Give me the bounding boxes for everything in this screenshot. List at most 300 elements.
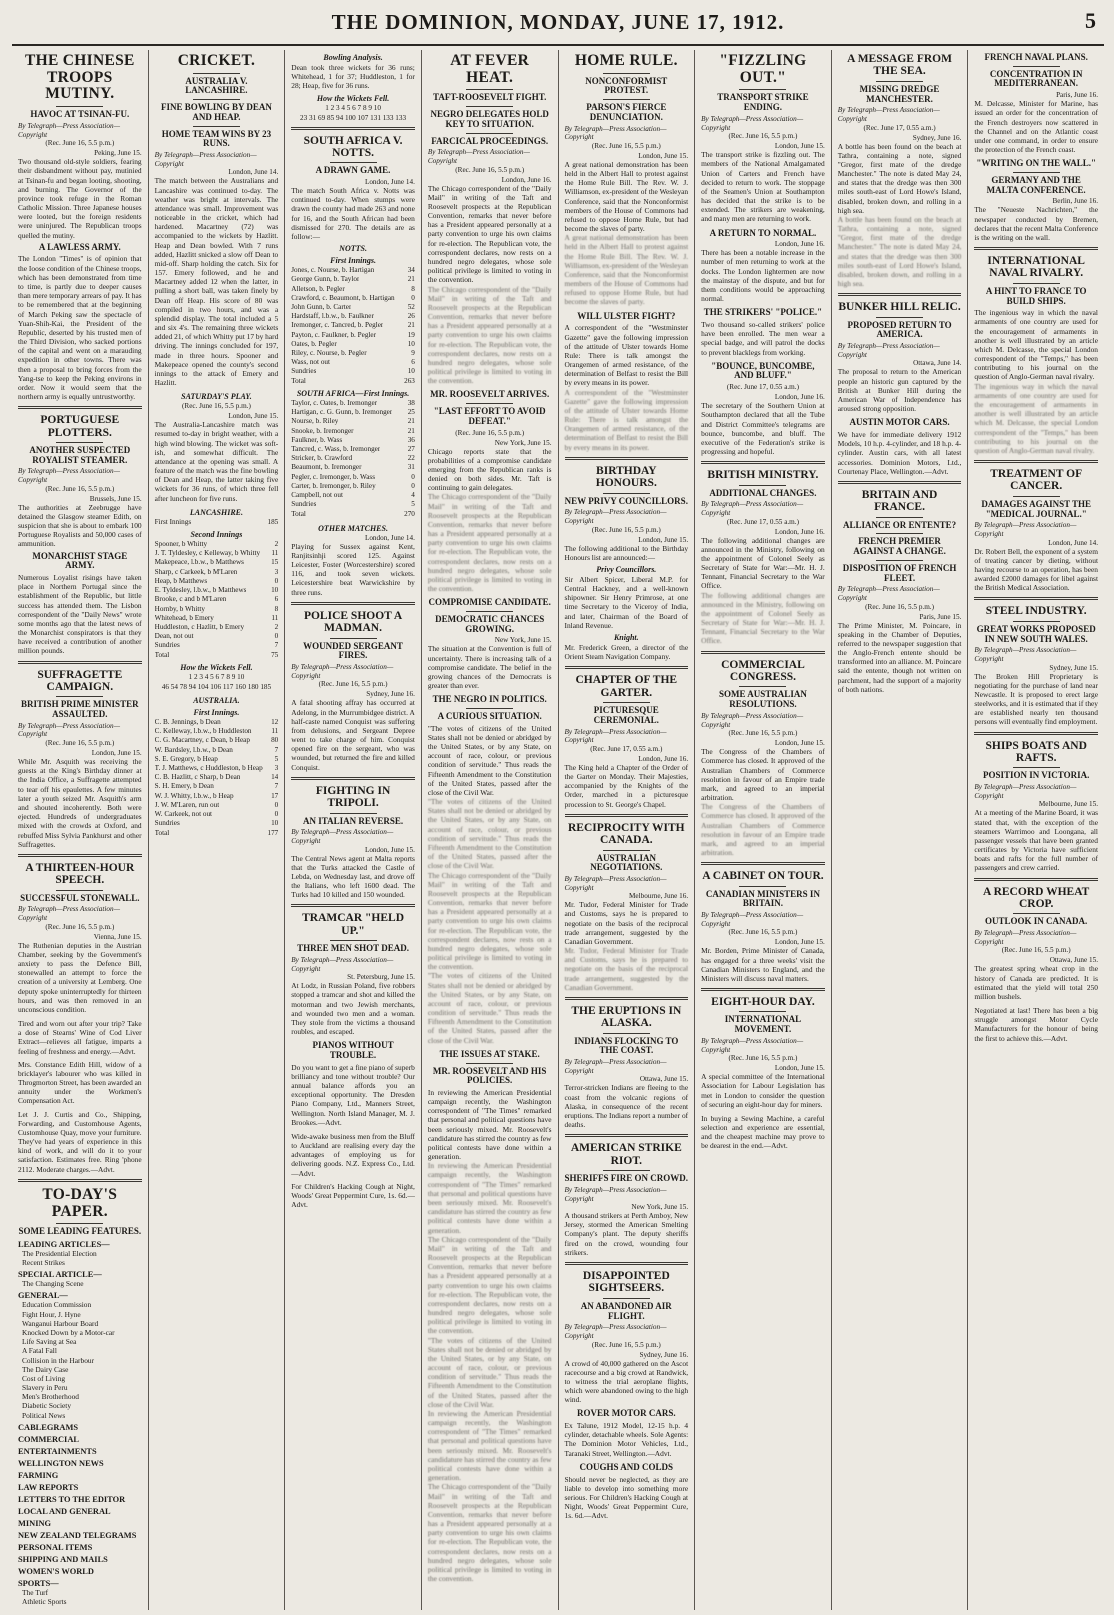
headline: CRICKET.	[177, 52, 256, 69]
body-filler: A great national demonstration has been held in the Albert Hall to protest against the Home Rule Bill. The Rev. W. J. Williamson, ex-president of the Wesleyan Conference, said that the Nonconformist members of the House of Commons had refused to oppose Home Rule, but had become the slaves of party.	[564, 233, 689, 307]
innings-label: First Innings.	[330, 256, 376, 266]
batsman: Hartigan, c. G. Gunn, b. Iremonger	[291, 408, 393, 417]
credit: By Telegraph—Press Association—Copyright	[564, 1058, 667, 1075]
index-section: SHIPPING AND MAILS	[18, 1554, 108, 1564]
index-item: Education Commission	[22, 1300, 92, 1310]
runs: 11	[271, 613, 279, 622]
subhead: A DRAWN GAME.	[315, 165, 391, 176]
index-section: PERSONAL ITEMS	[18, 1542, 93, 1552]
body: The following additional changes are announced in the Ministry, following on the appointment of Colonel Seely as Secretary of State for War:—Mr. H. J. Tennant, Financial Secretary to the War Office.	[701, 535, 825, 591]
score-row	[291, 321, 415, 330]
credit: By Telegraph—Press Association—Copyright	[701, 1036, 804, 1054]
score-row	[291, 266, 415, 275]
score-row	[155, 632, 279, 641]
received: (Rec. June 16, 5.5 p.m.)	[1001, 946, 1071, 955]
article-garter	[565, 674, 689, 808]
dateline: New York, June 15.	[631, 1203, 689, 1212]
subhead: ANOTHER SUSPECTED ROYALIST STEAMER.	[29, 445, 131, 465]
body-3: Mr. Frederick Green, a director of the Orient Steam Navigation Company.	[564, 642, 689, 662]
received: (Rec. June 16, 5.5 p.m.)	[591, 1340, 661, 1349]
article-steel-industry	[974, 605, 1098, 726]
dateline: Ottawa, June 15.	[1049, 956, 1098, 965]
runs: 0	[274, 576, 279, 585]
batsman: T. J. Matthews, c Huddleston, b Heap	[154, 763, 263, 772]
credit: By Telegraph—Press Association—Copyright	[974, 783, 1077, 800]
score-row	[291, 473, 415, 482]
subhead: TAFT-ROOSEVELT FIGHT.	[433, 92, 547, 103]
batsman: Iremonger, c. Tancred, b. Pegler	[291, 321, 384, 330]
subhead-2: MR. ROOSEVELT AND HIS POLICIES.	[432, 1065, 547, 1086]
runs: 3	[274, 763, 279, 772]
subhead-2: A LAWLESS ARMY.	[38, 241, 121, 252]
body-filler-3: "The votes of citizens of the United States shall not be denied or abridged by the United States, or by any State, on account of race, colour, or previous condition of servitude." Thus reads the Fifteenth Amendment to the Constitution of the United States, passed after the close of the Civil War.	[427, 971, 552, 1045]
score-row	[291, 427, 415, 436]
column-3	[285, 50, 422, 1610]
received: (Rec. June 16, 5.5 p.m.)	[45, 484, 115, 493]
article-roosevelt-arrives	[428, 390, 552, 593]
score-row	[291, 417, 415, 426]
body-filler: "The votes of citizens of the United States shall not be denied or abridged by the United States, or by any State, on account of race, colour, or previous condition of servitude." Thus reads the Fifteenth Amendment to the Constitution of the United States, passed after the close of the Civil War.	[427, 797, 552, 871]
received: (Rec. June 16, 5.5 p.m.)	[591, 141, 661, 150]
body: A correspondent of the "Westminster Gazette" gave the following impression of the attitude of Ulster towards Home Rule: There is talk amongst the Orangemen of armed resistance, of the determination of Belfast to resist the Bill by every means in its power.	[564, 323, 689, 388]
batsman: S. E. Gregory, b Heap	[154, 754, 218, 763]
credit: By Telegraph—Press Association—Copyright	[564, 1323, 667, 1340]
batsman: Beaumont, b. Iremonger	[291, 463, 362, 472]
advert-coughs	[565, 1463, 689, 1521]
column-4	[422, 50, 559, 1610]
column-1	[12, 50, 149, 1610]
article-writing-on-wall	[974, 159, 1098, 242]
batsman: Hornby, b Whitty	[154, 604, 205, 613]
scorecard-lancashire	[155, 508, 279, 691]
dateline: London, June 14.	[228, 168, 279, 177]
score-row	[155, 568, 279, 577]
index-item: A Fatal Fall	[22, 1346, 57, 1356]
subhead: OTHER MATCHES.	[318, 523, 388, 533]
dateline: London, June 15.	[774, 1064, 825, 1073]
headline: A THIRTEEN-HOUR SPEECH.	[25, 861, 135, 887]
score-row	[291, 436, 415, 445]
body-filler: The ingenious way in which the naval armaments of one country are used for the encouragement of armaments in another is well illustrated by an article which M. Delcasse, the special London correspondent of the "Temps," has been contributing to his journal on the question of Anglo-German naval rivalry.	[974, 381, 1098, 455]
received: (Rec. June 17, 0.55 a.m.)	[726, 383, 799, 392]
credit: By Telegraph—Press Association—Copyright	[837, 585, 940, 602]
credit: By Telegraph—Press Association—Copyright	[564, 1185, 667, 1203]
article-strike-riot	[565, 1142, 689, 1257]
index-item: Slavery in Peru	[22, 1383, 68, 1393]
runs: 75	[271, 650, 279, 659]
runs: 31	[407, 463, 415, 472]
headline: EIGHT-HOUR DAY.	[711, 996, 815, 1009]
batsman: Sharp, c Carkeek, b M'Laren	[154, 567, 238, 576]
batsman: Heap, b Matthews	[154, 576, 208, 585]
index-section: LEADING ARTICLES—	[18, 1239, 110, 1249]
subhead: TRANSPORT STRIKE ENDING.	[717, 92, 809, 113]
score-row	[291, 331, 415, 340]
score-row	[291, 463, 415, 472]
headline: SHIPS BOATS AND RAFTS.	[985, 739, 1087, 764]
advert-rover	[565, 1409, 689, 1457]
score-row	[155, 792, 279, 801]
advert-sewing-machine: In buying a Sewing Machine, a careful selection and experience are essential, and the cheapest machine may prove to be dearest in the end.—Advt.	[701, 1113, 825, 1151]
dateline: Sydney, June 15.	[1049, 663, 1098, 672]
runs: 0	[411, 293, 415, 302]
subhead: WOUNDED SERGEANT FIRES.	[303, 640, 403, 661]
runs: 7	[274, 745, 279, 754]
body: The Broken Hill Proprietary is negotiating for the purchase of land near Newcastle. It is proposed to erect large steelworks, and it is estimated that if they are established nearly ten thousand persons will eventually find employment.	[974, 671, 1098, 727]
article-wheat-crop	[974, 886, 1098, 1002]
subhead: CANADIAN MINISTERS IN BRITAIN.	[705, 888, 820, 909]
runs: 3	[274, 567, 279, 576]
dateline: London, June 15.	[228, 412, 279, 421]
batsman: Carter, b. Iremonger, b. Riley	[291, 481, 376, 490]
subhead-3: HOME TEAM WINS BY 23 RUNS.	[161, 128, 272, 149]
page-number: 5	[1085, 8, 1096, 33]
batsman: W. Bardsley, l.b.w., b Dean	[154, 745, 233, 754]
index-item: Wanganui Harbour Board	[22, 1318, 99, 1328]
credit: By Telegraph—Press Association—Copyright	[974, 929, 1077, 946]
subhead: BRITISH PRIME MINISTER ASSAULTED.	[21, 699, 139, 720]
runs: 2	[274, 623, 279, 632]
credit: By Telegraph—Press Association—Copyright	[427, 148, 530, 165]
score-row	[291, 294, 415, 303]
score-row	[155, 801, 279, 810]
subhead: NONCONFORMIST PROTEST.	[585, 75, 668, 96]
headline: TRAMCAR "HELD UP."	[302, 912, 405, 937]
headline: AUSTIN MOTOR CARS.	[849, 417, 950, 428]
received: (Rec. June 17, 0.55 a.m.)	[590, 744, 663, 753]
body-2: Numerous Loyalist risings have taken place in Northern Portugal since the establishment of the Republic, but little success has attended them. The Lisbon correspondent of the "Daily News" wrote some months ago that the latest news of the Monarchist conspirators is that they have received a contribution of another million pounds.	[18, 573, 142, 656]
body: The transport strike is fizzling out. The members of the National Amalgamated Union of Carters and French have decided to return to work. The stoppage of the Seamen's Union at Southampton has decided that the strike is to be extended. The strikers are weakening, and many men are returning to work.	[701, 150, 825, 224]
body-filler: A bottle has been found on the beach at Tathra, containing a note, signed "Gregor, first mate of the dredge Manchester." The note is dated May 24, and states that the dredge was then 300 miles south-east of Lord Howe's Island, disabled, broken down, and rolling in a high sea.	[837, 214, 962, 289]
score-row	[291, 358, 415, 367]
subhead: SHERIFFS FIRE ON CROWD.	[564, 1173, 689, 1184]
headline: ROVER MOTOR CARS.	[577, 1408, 676, 1419]
article-tramcar	[291, 912, 415, 1036]
dateline: London, June 15.	[774, 142, 825, 151]
article-tripoli	[291, 785, 415, 900]
runs: 9	[411, 349, 415, 358]
subhead: FRENCH NAVAL PLANS.	[984, 52, 1088, 62]
index-section: GENERAL—	[18, 1291, 68, 1301]
runs: 17	[271, 791, 279, 800]
body: Two thousand old-style soldiers, fearing their disbandment without pay, mutinied at Tsinan-fu and began looting, shooting, and burning. The Governor of the province took refuge in the Roman Catholic Mission. Three Japanese houses were looted, but the foreign residents were uninjured. The Republican troops quelled the mutiny.	[18, 157, 142, 240]
article-message-from-sea	[838, 53, 962, 288]
article-reciprocity	[565, 822, 689, 992]
dateline: London, June 14.	[1048, 538, 1098, 547]
received: (Rec. June 16, 5.5 p.m.)	[455, 428, 525, 437]
score-row	[291, 399, 415, 408]
index-item: The Dairy Case	[22, 1364, 69, 1374]
subhead: PROPOSED RETURN TO AMERICA.	[847, 319, 952, 340]
runs: 270	[404, 509, 415, 518]
credit: By Telegraph—Press Association—Copyright	[564, 727, 667, 745]
runs: 10	[407, 367, 415, 376]
dateline: Brussels, June 15.	[89, 494, 142, 503]
score-row	[155, 810, 279, 819]
index-item: Recent Strikes	[22, 1258, 65, 1268]
subhead: "BOUNCE, BUNCOMBE, AND BLUFF."	[711, 360, 815, 381]
credit: By Telegraph—Press Association—Copyright	[701, 114, 804, 132]
score-row	[291, 510, 415, 519]
received: (Rec. June 17, 0.55 a.m.)	[726, 517, 799, 526]
body: Playing for Sussex against Kent, Ranjitsinhji scored 125. Against Leicester, Foster (Worcestershire) scored 116, and took seven wickets. Leicestershire beat Warwickshire by three runs.	[291, 541, 415, 597]
received: (Rec. June 16, 5.5 p.m.)	[455, 165, 525, 174]
headline: THE ERUPTIONS IN ALASKA.	[571, 1004, 682, 1030]
batsman: S. H. Emery, b Dean	[154, 782, 214, 791]
runs: 8	[274, 604, 279, 613]
body: The match South Africa v. Notts was continued to-day. When stumps were drawn the county had made 263 and none for 16, and the South African had been dismissed for 270. The details are as follow:—	[291, 186, 415, 241]
score-row	[155, 605, 279, 614]
headline: AT FEVER HEAT.	[450, 52, 530, 86]
runs: 0	[274, 810, 279, 819]
score-row	[155, 641, 279, 650]
batsman: W. J. Whitty, l.b.w., b Heap	[154, 791, 234, 800]
index-item: The Turf	[22, 1587, 49, 1597]
fow-wickets: 1 2 3 4 5 6 7 8 9 10	[188, 672, 245, 681]
dateline: Peking, June 15.	[94, 149, 142, 158]
subhead: NEW PRIVY COUNCILLORS.	[564, 495, 688, 506]
body: A crowd of 40,000 gathered on the Ascot racecourse and a big crowd at Randwick, to witness the trial aeroplane flights, which were abandoned owing to the high wind.	[564, 1358, 689, 1405]
advert-austin	[838, 418, 962, 476]
body: Dean took three wickets for 36 runs; Whitehead, 1 for 37; Huddleston, 1 for 28; Heap, five for 36 runs.	[291, 63, 415, 91]
article-cancer	[974, 468, 1098, 592]
subhead-3: FARCICAL PROCEEDINGS.	[431, 135, 549, 146]
score-row	[291, 445, 415, 454]
dateline: London, June 15.	[638, 535, 689, 544]
subhead: LANCASHIRE.	[189, 507, 243, 517]
subhead-2: "LAST EFFORT TO AVOID DEFEAT."	[433, 406, 546, 426]
batsman: Hardstaff, l.b.w., b. Faulkner	[291, 312, 374, 321]
body: Should never be neglected, as they are liable to develop into something more serious. For Children's Hacking Cough at Night, Woods' Great Peppermint Cure, 1s. 6d.—Advt.	[564, 1474, 689, 1521]
credit: By Telegraph—Press Association—Copyright	[564, 124, 667, 142]
index-item: Life Saving at Sea	[22, 1337, 77, 1347]
subhead: COMPROMISE CANDIDATE.	[428, 597, 551, 608]
runs: 7	[274, 641, 279, 650]
runs: 38	[407, 398, 415, 407]
subhead-2: A CURIOUS SITUATION.	[437, 711, 542, 722]
batsman: C. Kelleway, l.b.w., b Huddleston	[154, 727, 252, 736]
received: (Rec. June 16, 5.5 p.m.)	[45, 922, 115, 931]
score-row	[291, 367, 415, 376]
score-row	[155, 614, 279, 623]
batsman: Dean, not out	[154, 632, 194, 641]
body: The Australia-Lancashire match was resumed to-day in bright weather, with a high wind blowing. The wicket was soft-ish, and somewhat difficult. The attendance at the opening was small. A feature of the match was the fine bowling of Dean and Heap, the latter taking five wickets for 36 runs, of which three fell after luncheon for five runs.	[154, 420, 279, 503]
score-list	[155, 540, 279, 660]
headline: BIRTHDAY HONOURS.	[595, 464, 657, 490]
subhead: AN ABANDONED AIR FLIGHT.	[580, 1300, 672, 1321]
runs: 263	[404, 376, 415, 385]
bowling-analysis	[291, 53, 415, 122]
headline: A CABINET ON TOUR.	[702, 870, 824, 883]
subhead: HAVOC AT TSINAN-FU.	[30, 109, 130, 120]
privy-label: Privy Councillors.	[596, 564, 657, 574]
headline: BUNKER HILL RELIC.	[838, 301, 961, 314]
headline: RECIPROCITY WITH CANADA.	[568, 821, 685, 847]
body: The King held a Chapter of the Order of the Garter on Monday. Their Majesties, accompanied by the Knights of the Order, marched in a picturesque procession to St. George's Chapel.	[564, 762, 689, 809]
body: The proposal to return to the American people an historic gun captured by the British at Bunker Hill during the American War of Independence has aroused strong opposition.	[837, 367, 962, 414]
score-row	[291, 349, 415, 358]
index-item: Knocked Down by a Motor-car	[22, 1328, 115, 1337]
batsman: Faulkner, b. Wass	[291, 435, 343, 444]
subhead: SATURDAY'S PLAY.	[181, 392, 252, 402]
body-2: The London "Times" is of opinion that the Ioose condition of the Chinese troops, which has been demonstrated from time to time, is partly due to deeper causes than mere temporary arrears of pay. It has to be remembered that at the beginning of March Peking saw the spectacle of Yuan-Shih-Kai, the President of the Republic, deserted by his trusted men of the Third Division, who sacked portions of the capital and went on a marauding expedition in other towns. There was then a proposal to bring forces from the Yang-tse to keep the Peking environs in order. Now it would seem that the northern army is equally untrustworthy.	[18, 254, 142, 402]
body-filler: The Congress of the Chambers of Commerce has closed. It approved of the Australian Chambers of Commerce resolution in favour of an Empire trade mark, and agreed to an imperial arbitration.	[701, 802, 825, 858]
dateline: London, June 16.	[774, 527, 825, 536]
headline: HOME RULE.	[574, 52, 678, 69]
article-bunker-hill	[838, 301, 962, 413]
credit: By Telegraph—Press Association—Copyright	[291, 828, 394, 845]
headline: THE CHINESE TROOPS MUTINY.	[24, 52, 135, 103]
scorecard-australia	[155, 696, 279, 838]
advert-pianos	[291, 1041, 415, 1127]
score-row	[155, 773, 279, 782]
index-item: The Presidential Election	[22, 1248, 97, 1258]
subhead: GREAT WORKS PROPOSED IN NEW SOUTH WALES.	[976, 623, 1096, 644]
dateline: Melbourne, June 15.	[1038, 800, 1098, 809]
runs: 21	[407, 426, 415, 435]
score-row	[155, 623, 279, 632]
batsman: Total	[154, 650, 170, 659]
headline: AMERICAN STRIKE RIOT.	[570, 1142, 682, 1167]
body: Dr. Robert Bell, the exponent of a system of treating cancer by dieting, without having recourse to an operation, has been awarded £2000 damages for libel against the British Medical Association.	[974, 546, 1098, 593]
index-item: Diabetic Society	[22, 1401, 72, 1411]
credit: By Telegraph—Press Association—Copyright	[701, 500, 804, 517]
credit: By Telegraph—Press Association—Copyright	[291, 663, 394, 680]
batsman: Pegler, c. Iremonger, b. Wass	[291, 472, 375, 481]
dateline: New York, June 15.	[494, 636, 552, 645]
score-row	[155, 746, 279, 755]
body-filler: The following additional changes are announced in the Ministry, following on the appointment of Colonel Seely as Secretary of State for War:—Mr. H. J. Tennant, Financial Secretary to the War Office.	[701, 590, 825, 646]
credit: By Telegraph—Press Association—Copyright	[701, 911, 804, 928]
score-row	[155, 540, 279, 549]
score-row	[155, 595, 279, 604]
knight-label: Knight.	[613, 632, 639, 642]
runs: 27	[407, 445, 415, 454]
body: A great national demonstration has been held in the Albert Hall to protest against the Home Rule Bill. The Rev. W. J. Williamson, ex-president of the Wesleyan Conference, said that the Nonconformist members of the House of Commons had refused to oppose Home Rule, but had become the slaves of party.	[564, 159, 689, 234]
batsman: J. T. Tyldesley, c Kelleway, b Whitty	[154, 549, 261, 558]
dateline: London, June 16.	[774, 240, 825, 249]
subhead-2: MONARCHIST STAGE ARMY.	[32, 550, 128, 571]
score-row	[155, 782, 279, 791]
subhead: AUSTRALIA V. LANCASHIRE.	[185, 75, 248, 96]
subhead: THE NEGRO IN POLITICS.	[432, 694, 547, 705]
batsman: Wass, not out	[291, 358, 331, 367]
article-south-africa-notts	[291, 135, 415, 519]
dateline: London, June 14.	[364, 533, 415, 542]
batsman: Alletson, b. Pegler	[291, 284, 345, 293]
columns	[12, 50, 1104, 1610]
body: Chicago reports state that the probabilities of a compromise candidate emerging from the Republican ranks is denied on both sides. Mr. Taft is continuing to gain delegates.	[427, 446, 552, 493]
received: (Rec. June 16, 5.5 p.m.)	[728, 132, 798, 141]
batsman: Sundries	[154, 641, 180, 650]
headline: POLICE SHOOT A MADMAN.	[303, 609, 403, 635]
runs: 7	[274, 782, 279, 791]
value: 185	[267, 517, 279, 526]
runs: 21	[407, 417, 415, 426]
article-cricket	[155, 53, 279, 387]
body: The Chicago correspondent of the "Daily Mail" in writing of the Taft and Roosevelt prospects at the Republican Convention, remarks that never before has a President appeared personally at a party convention to urge his own claims for re-election. The Republican vote, the correspondent declares, now rests on a hundred negro delegates, whose sole political privilege is limited to voting in the convention.	[427, 183, 552, 285]
score-list	[291, 266, 415, 386]
body-filler: The Chicago correspondent of the "Daily Mail" in writing of the Taft and Roosevelt prospects at the Republican Convention, remarks that never before has a President appeared personally at a party convention to urge his own claims for re-election. The Republican vote, the correspondent declares, now rests on a hundred negro delegates, whose sole political privilege is limited to voting in the convention.	[427, 284, 552, 386]
column-8	[968, 50, 1104, 1610]
batsman: Makepeace, l.b.w., b Matthews	[154, 558, 244, 567]
fow-wickets: 1 2 3 4 5 6 7 8 9 10	[325, 103, 381, 112]
received: (Rec. June 16, 5.5 p.m.)	[728, 928, 798, 937]
batsman: Spooner, b Whitty	[154, 540, 208, 549]
index-section: LOCAL AND GENERAL	[18, 1506, 111, 1516]
dateline: Melbourne, June 16.	[629, 892, 689, 901]
article-sightseers	[565, 1270, 689, 1404]
runs: 10	[407, 339, 415, 348]
subhead: INDIANS FLOCKING TO THE COAST.	[574, 1035, 679, 1056]
body-filler: Mr. Tudor, Federal Minister for Trade and Customs, says he is prepared to negotiate on the basis of the reciprocal trade arrangement, suggested by the Canadian Government.	[564, 946, 689, 992]
advert-motor-cycle: Negotiated at last! There has been a big struggle amongst Motor Cycle Manufacturers for the honour of being the first to achieve this.—Advt.	[974, 1006, 1098, 1043]
index-item: Men's Brotherhood	[22, 1392, 79, 1402]
body: The greatest spring wheat crop in the history of Canada are predicted. It is estimated that the yield will total 250 million bushels.	[974, 964, 1098, 1001]
body-filler-3: "The votes of citizens of the United States shall not be denied or abridged by the United States, or by any State, on account of race, colour, or previous condition of servitude." Thus reads the Fifteenth Amendment to the Constitution of the United States, passed after the close of the Civil War.	[427, 1335, 552, 1409]
subhead: ALLIANCE OR ENTENTE?	[843, 519, 957, 530]
score-row	[155, 727, 279, 736]
runs: 80	[271, 736, 279, 745]
headline: DISAPPOINTED SIGHTSEERS.	[582, 1270, 670, 1295]
credit: By Telegraph—Press Association—Copyright	[18, 721, 120, 739]
body: Do you want to get a fine piano of superb brilliancy and tone without trouble? Our annual balance affords you an exceptional opportunity. The Dresden Piano Company, Ltd., Manners Street, Wellington. North Island Manager, M. J. Brookes.—Advt.	[291, 1062, 415, 1127]
subhead: OUTLOOK IN CANADA.	[985, 916, 1088, 927]
dateline: London, June 15.	[364, 845, 415, 854]
runs: 25	[407, 408, 415, 417]
body-filler-2: The Chicago correspondent of the "Daily Mail" in writing of the Taft and Roosevelt prospects at the Republican Convention, remarks that never before has a President appeared personally at a party convention to urge his own claims for re-election. The Republican vote, the correspondent declares, now rests on a hundred negro delegates, whose sole political privilege is limited to voting in the convention.	[427, 870, 552, 972]
body: The "Neueste Nachrichten," the newspaper conducted by Bremen, declares that the recent Malta Conference is the writing on the wall.	[974, 205, 1098, 242]
body: Ex Talune, 1912 Model, 12-15 h.p. 4 cylinder, detachable wheels. Sole Agents: The Dominion Motor Vehicles, Ltd., Taranaki Street, Wellington.—Advt.	[564, 1421, 689, 1458]
batsman: Stricker, b. Crawford	[291, 454, 353, 463]
body: Two thousand so-called strikers' police have been enrolled. The men wear a special badge, and will patrol the docks to prevent blacklegs from working.	[701, 320, 825, 357]
runs: 5	[274, 754, 279, 763]
score-row	[291, 285, 415, 294]
batsman: Huddleston, c Hazlitt, b Emery	[154, 623, 245, 632]
credit: By Telegraph—Press Association—Copyright	[974, 646, 1077, 663]
credit: By Telegraph—Press Association—Copyright	[291, 955, 394, 973]
headline: CHAPTER OF THE GARTER.	[575, 674, 678, 699]
score-row	[291, 303, 415, 312]
fow-scores: 46 54 78 94 104 106 117 160 180 185	[161, 682, 272, 691]
credit: By Telegraph—Press Association—Copyright	[18, 121, 120, 139]
body-filler-5: The Chicago correspondent of the "Daily Mail" in writing of the Taft and Roosevelt prospects at the Republican Convention, remarks that never before has a President appeared personally at a party convention to urge his own claims for re-election. The Republican vote, the correspondent declares, now rests on a hundred negro delegates, whose sole political privilege is limited to voting in the convention.	[427, 1482, 552, 1584]
batsman: Riley, c. Nourse, b. Pegler	[291, 349, 367, 358]
runs: 15	[271, 558, 279, 567]
dateline: London, June 16.	[638, 754, 689, 763]
column-6	[695, 50, 832, 1610]
body: A thousand strikers at Perth Amboy, New Jersey, stormed the American Smelting Company's plant. The deputy sheriffs fired on the crowd, wounding four strikers.	[564, 1211, 689, 1257]
batsman: J. W. M'Laren, run out	[154, 800, 220, 809]
headline: "FIZZLING OUT."	[719, 52, 807, 86]
fow-label: How the Wickets Fell.	[180, 662, 253, 672]
article-birthday-honours	[565, 465, 689, 662]
batsman: Oates, b. Pegler	[291, 339, 337, 348]
article-at-fever-heat	[428, 53, 552, 385]
dateline: London, June 15.	[774, 739, 825, 748]
score-row	[155, 764, 279, 773]
subhead: AN ITALIAN REVERSE.	[303, 815, 404, 826]
index-item: Cost of Living	[22, 1373, 66, 1383]
article-issues	[428, 1050, 552, 1583]
credit: By Telegraph—Press Association—Copyright	[974, 521, 1077, 538]
headline: BRITISH MINISTRY.	[707, 469, 819, 482]
article-ulster	[565, 312, 689, 452]
dateline: London, June 15.	[638, 151, 689, 160]
subhead: MR. ROOSEVELT ARRIVES.	[430, 389, 550, 400]
advert-curtis: Let J. J. Curtis and Co., Shipping, Forwarding, and Customhouse Agents, Customhouse Quay, move your furniture. They've had years of experience in this kind of work, and will do it to your satisfaction. Estimates free. Ring 'phone 2112. Moderate charges.—Advt.	[18, 1109, 142, 1174]
subhead: THREE MEN SHOT DEAD.	[297, 943, 409, 954]
